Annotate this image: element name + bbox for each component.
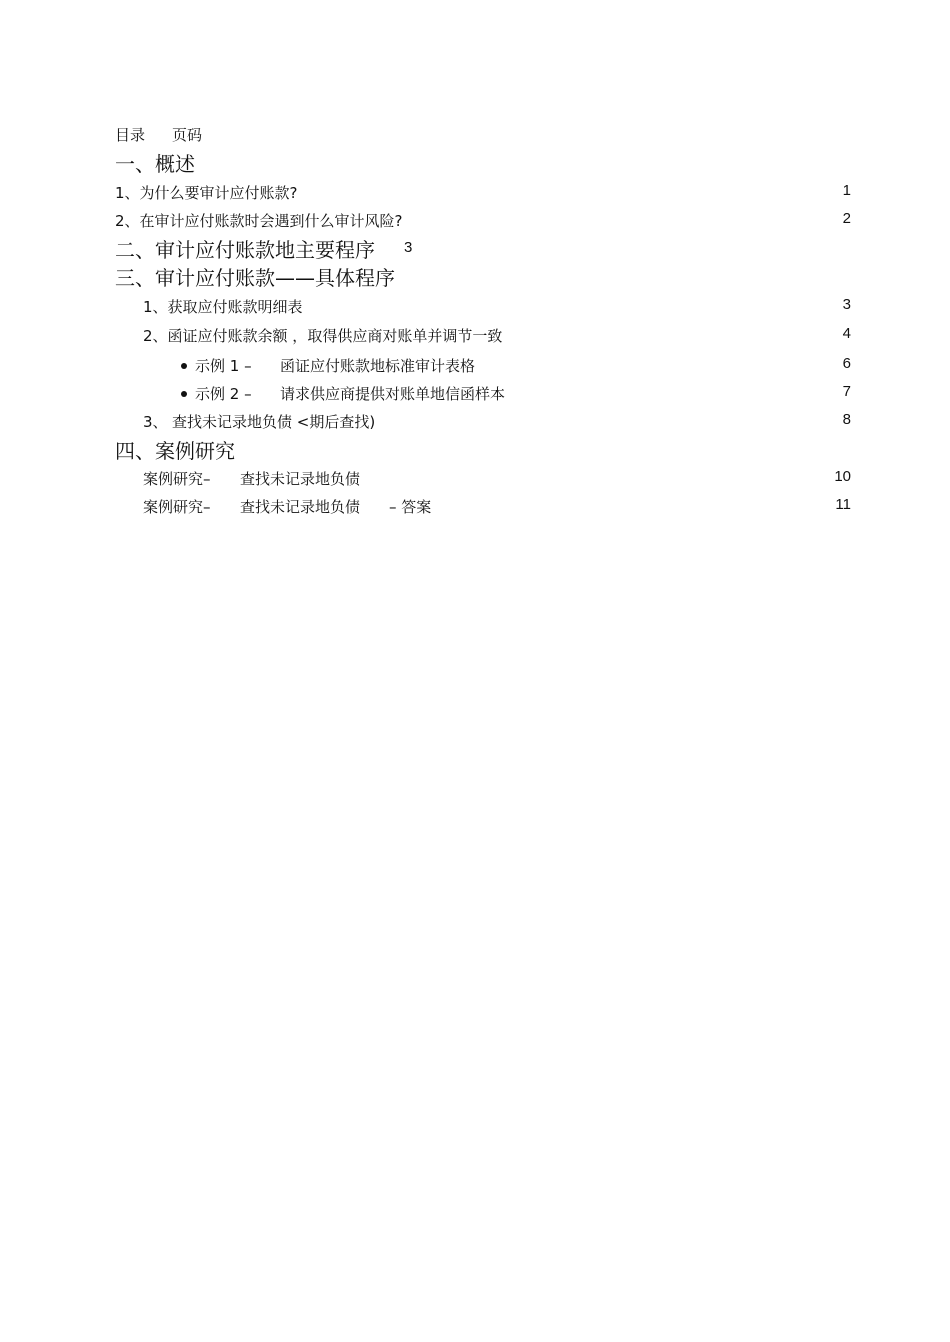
- toc-entry-label: 2、在审计应付账款时会遇到什么审计风险?: [115, 212, 403, 230]
- example-prefix: 示例 1 –: [195, 357, 252, 375]
- case-suffix: – 答案: [389, 498, 432, 516]
- toc-entry-label: 查找未记录地负债: [240, 498, 361, 516]
- toc-entry-page: 7: [842, 383, 851, 400]
- toc-entry-label: 查找未记录地负债 <期后查找): [172, 413, 376, 431]
- toc-entry-page: 4: [842, 325, 851, 342]
- section-3-title: 三、审计应付账款——具体程序: [115, 266, 395, 290]
- section-4-title: 四、案例研究: [115, 439, 235, 463]
- toc-entry-label: 1、为什么要审计应付账款?: [115, 184, 298, 202]
- toc-entry-label: 2、函证应付账款余额 ，取得供应商对账单并调节一致: [143, 327, 503, 345]
- toc-heading: 目录: [115, 126, 146, 144]
- section-1-title: 一、概述: [115, 152, 195, 176]
- page-number-heading: 页码: [172, 126, 203, 144]
- toc-entry-section-2[interactable]: [0, 234, 950, 260]
- toc-entry-case-1[interactable]: [0, 468, 950, 488]
- toc-entry-number: 3、: [143, 413, 168, 431]
- toc-entry-page: 1: [842, 182, 851, 199]
- toc-entry-1-1[interactable]: [0, 182, 950, 202]
- case-prefix: 案例研究–: [143, 470, 211, 488]
- toc-entry-case-2[interactable]: [0, 496, 950, 516]
- toc-entry-page: 8: [842, 411, 851, 428]
- toc-entry-page: 3: [842, 296, 851, 313]
- example-prefix: 示例 2 –: [195, 385, 252, 403]
- toc-entry-3-2[interactable]: [0, 325, 950, 345]
- bullet-icon: [181, 391, 187, 397]
- toc-entry-page: 10: [834, 468, 851, 485]
- toc-entry-page: 11: [835, 496, 851, 513]
- toc-entry-example-2[interactable]: [0, 383, 950, 403]
- toc-entry-1-2[interactable]: [0, 210, 950, 230]
- toc-entry-3-3[interactable]: [0, 411, 950, 431]
- toc-entry-label: 查找未记录地负债: [240, 470, 361, 488]
- toc-entry-label: 函证应付账款地标准审计表格: [280, 357, 476, 375]
- toc-entry-page: 2: [842, 210, 851, 227]
- toc-entry-label: 请求供应商提供对账单地信函样本: [280, 385, 506, 403]
- section-2-title: 二、审计应付账款地主要程序: [115, 238, 375, 262]
- toc-entry-page: 6: [842, 355, 851, 372]
- section-2-page: 3: [404, 239, 413, 256]
- toc-entry-3-1[interactable]: [0, 296, 950, 316]
- toc-entry-label: 1、获取应付账款明细表: [143, 298, 303, 316]
- toc-entry-example-1[interactable]: [0, 355, 950, 375]
- bullet-icon: [181, 363, 187, 369]
- case-prefix: 案例研究–: [143, 498, 211, 516]
